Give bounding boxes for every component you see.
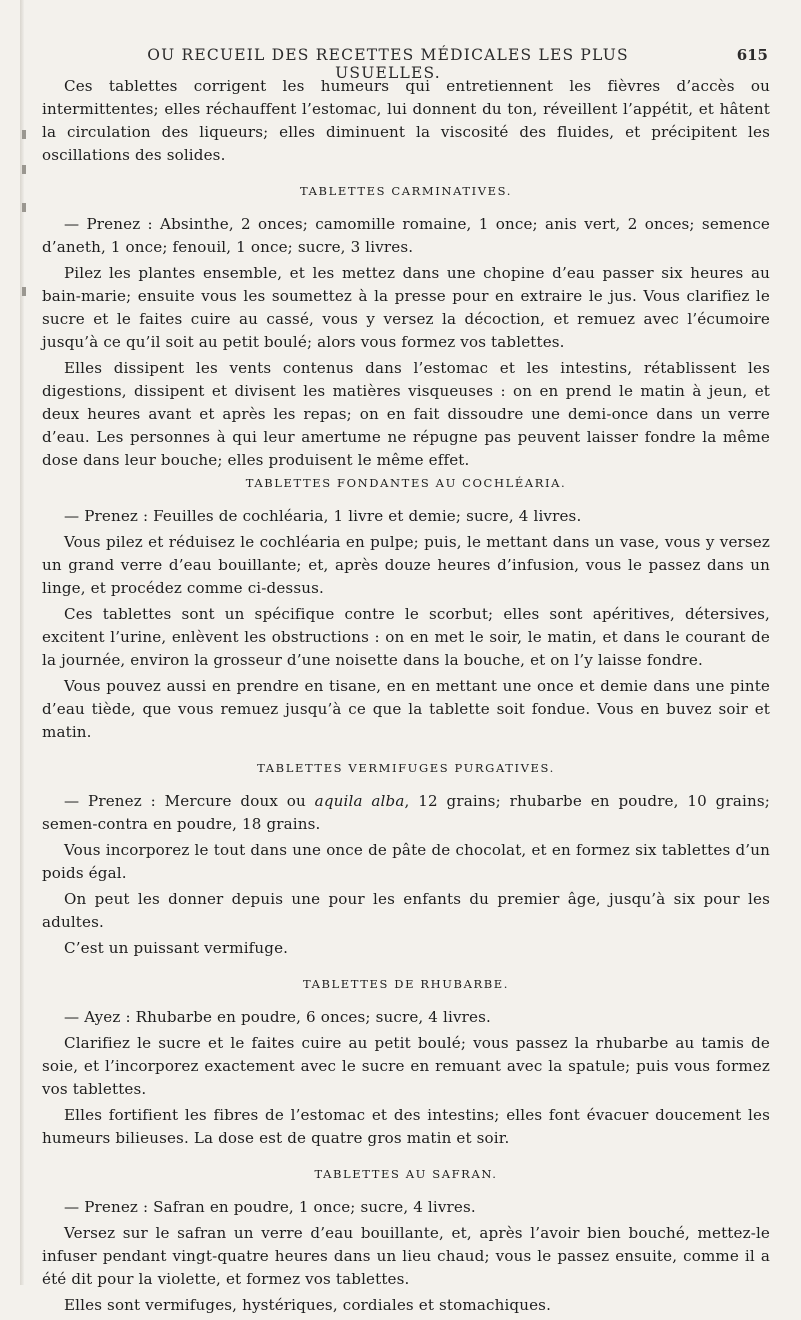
recipe-instructions: Vous incorporez le tout dans une once de pâte de chocolat, et en formez six tablettes d’un poids égal.: [42, 841, 770, 882]
latin-term: aquila alba: [314, 792, 405, 810]
recipe-effects: Elles dissipent les vents contenus dans l’estomac et les intestins, rétablissent les digestions, dissipent et divisent les matières visqueuses : on en prend le matin à jeun, et deux heures avant et après les repas; on en fait dissoudre une demi-once dans un verre d’eau. Les personnes à qui leur amertume ne répugne pas peuvent laisser fondre la même dose dans leur bouche; elles produisent le même effet.: [42, 359, 770, 469]
ingredients-text-end: , 12 grains; rhubarbe en poudre, 10 grains; semen-contra en poudre, 18 grains.: [42, 792, 770, 833]
recipe-usage: Vous pouvez aussi en prendre en tisane, en en mettant une once et demie dans une pinte d’eau tiède, que vous remuez jusqu’à ce que la tablette soit fondue. Vous en buvez soir et matin.: [42, 677, 770, 741]
page-content: [42, 75, 770, 1320]
section-heading-cochlearia: TABLETTES FONDANTES AU COCHLÉARIA.: [245, 476, 567, 490]
gutter-mark: [22, 130, 26, 139]
section-heading-rhubarbe: TABLETTES DE RHUBARBE.: [302, 977, 510, 991]
intro-paragraph: Ces tablettes corrigent les humeurs qui entretiennent les fièvres d’accès ou intermittentes; elles réchauffent l’estomac, lui donnent du ton, réveillent l’appétit, et hâtent la circulation des liqueurs; elles diminuent la viscosité des fluides, et précipitent les oscillations des solides.: [42, 77, 770, 164]
recipe-dosage: On peut les donner depuis une pour les enfants du premier âge, jusqu’à six pour les adultes.: [42, 890, 770, 931]
section-heading-carminatives: TABLETTES CARMINATIVES.: [300, 184, 512, 198]
recipe-effects: Elles sont vermifuges, hystériques, cordiales et stomachiques.: [64, 1296, 552, 1314]
recipe-ingredients: — Prenez : Safran en poudre, 1 once; sucre, 4 livres.: [64, 1198, 476, 1216]
page-number: 615: [736, 46, 768, 64]
recipe-effects: Elles fortifient les fibres de l’estomac et des intestins; elles font évacuer doucement les humeurs bilieuses. La dose est de quatre gros matin et soir.: [42, 1106, 770, 1147]
recipe-ingredients: — Prenez : Absinthe, 2 onces; camomille romaine, 1 once; anis vert, 2 onces; semence d’aneth, 1 once; fenouil, 1 once; sucre, 3 livres.: [42, 215, 770, 256]
section-heading-vermifuges: TABLETTES VERMIFUGES PURGATIVES.: [257, 761, 555, 775]
recipe-effects: C’est un puissant vermifuge.: [64, 939, 289, 957]
recipe-instructions: Versez sur le safran un verre d’eau bouillante, et, après l’avoir bien bouché, mettez-le infuser pendant vingt-quatre heures dans un lieu chaud; vous le passez ensuite, comme il a été dit pour la violette, et formez vos tablettes.: [42, 1224, 770, 1288]
gutter-mark: [22, 165, 26, 174]
recipe-instructions: Clarifiez le sucre et le faites cuire au petit boulé; vous passez la rhubarbe au tamis de soie, et l’incorporez exactement avec le sucre en remuant avec la spatule; puis vous formez vos tablettes.: [42, 1034, 770, 1098]
recipe-ingredients: — Ayez : Rhubarbe en poudre, 6 onces; sucre, 4 livres.: [64, 1008, 491, 1026]
recipe-instructions: Vous pilez et réduisez le cochléaria en pulpe; puis, le mettant dans un vase, vous y versez un grand verre d’eau bouillante; et, après douze heures d’infusion, vous le passez dans un linge, et procédez comme ci-dessus.: [42, 533, 770, 597]
gutter-mark: [22, 287, 26, 296]
binding-gutter: [20, 0, 24, 1285]
running-header: OU RECUEIL DES RECETTES MÉDICALES LES PLUS USUELLES.: [147, 46, 629, 82]
ingredients-text-start: — Prenez : Mercure doux ou: [64, 792, 315, 810]
recipe-ingredients: — Prenez : Feuilles de cochléaria, 1 livre et demie; sucre, 4 livres.: [64, 507, 582, 525]
recipe-effects: Ces tablettes sont un spécifique contre le scorbut; elles sont apéritives, détersives, excitent l’urine, enlèvent les obstructions : on en met le soir, le matin, et dans le courant de la journée, environ la grosseur d’une noisette dans la bouche, et on l’y laisse fondre.: [42, 605, 770, 669]
recipe-ingredients: [42, 790, 770, 836]
recipe-instructions: Pilez les plantes ensemble, et les mettez dans une chopine d’eau passer six heures au bain-marie; ensuite vous les soumettez à la presse pour en extraire le jus. Vous clarifiez le sucre et le faites cuire au cassé, vous y versez la décoction, et remuez avec l’écumoire jusqu’à ce qu’il soit au petit boulé; alors vous formez vos tablettes.: [42, 264, 770, 351]
section-heading-safran: TABLETTES AU SAFRAN.: [314, 1167, 498, 1181]
gutter-mark: [22, 203, 26, 212]
